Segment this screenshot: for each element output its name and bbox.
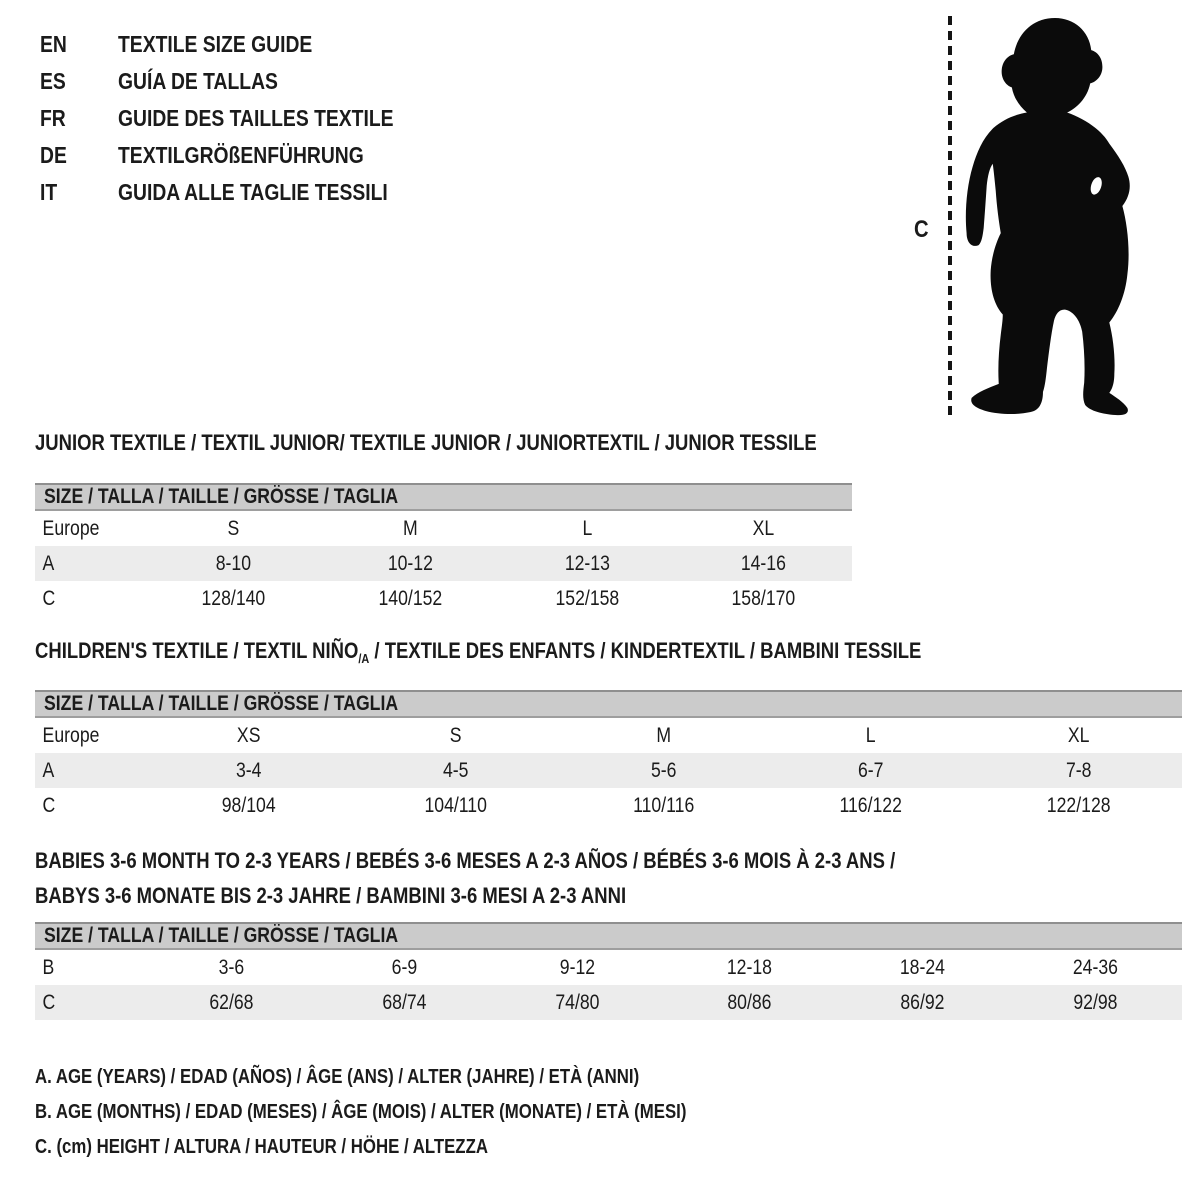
size-cell: L <box>581 516 592 540</box>
note-age-years: A. AGE (YEARS) / EDAD (AÑOS) / ÂGE (ANS) / ALTER (JAHRE) / ETÀ (ANNI) <box>35 1066 640 1088</box>
guide-title: TEXTILE SIZE GUIDE <box>118 31 313 57</box>
age-months-cell: 24-36 <box>1073 955 1119 979</box>
height-cell: 68/74 <box>382 990 427 1014</box>
language-title-block <box>40 26 446 211</box>
row-label: C <box>42 990 56 1014</box>
toddler-silhouette-icon <box>962 15 1134 422</box>
size-cell: L <box>865 723 876 747</box>
language-code: IT <box>40 179 58 205</box>
size-header-bar: SIZE / TALLA / TAILLE / GRÖSSE / TAGLIA <box>35 690 1182 718</box>
height-cell: 116/122 <box>839 793 903 817</box>
language-code: ES <box>40 68 66 94</box>
childrens-size-table <box>35 690 1182 823</box>
height-cell: 128/140 <box>201 586 266 610</box>
guide-title: GUIDA ALLE TAGLIE TESSILI <box>118 179 388 205</box>
guide-title: TEXTILGRÖßENFÜHRUNG <box>118 142 364 168</box>
table-row <box>35 718 1182 753</box>
table-row <box>35 985 1182 1020</box>
age-cell: 4-5 <box>443 758 469 782</box>
row-label: A <box>42 758 55 782</box>
table-row <box>35 753 1182 788</box>
language-row-it <box>40 174 446 211</box>
age-cell: 10-12 <box>387 551 433 575</box>
size-cell: M <box>656 723 671 747</box>
age-cell: 3-4 <box>235 758 262 782</box>
age-cell: 8-10 <box>215 551 252 575</box>
height-cell: 62/68 <box>209 990 254 1014</box>
age-months-cell: 3-6 <box>218 955 245 979</box>
row-label: C <box>42 586 56 610</box>
row-label: Europe <box>42 723 100 747</box>
age-cell: 12-13 <box>564 551 610 575</box>
junior-section-title: JUNIOR TEXTILE / TEXTIL JUNIOR/ TEXTILE JUNIOR / JUNIORTEXTIL / JUNIOR TESSILE <box>35 430 817 455</box>
height-dashed-line <box>948 16 952 416</box>
table-row <box>35 546 852 581</box>
table-row <box>35 581 852 616</box>
size-cell: S <box>450 723 462 747</box>
size-cell: M <box>402 516 418 540</box>
language-code: FR <box>40 105 66 131</box>
table-row <box>35 788 1182 823</box>
table-row <box>35 950 1182 985</box>
childrens-section-title: CHILDREN'S TEXTILE / TEXTIL $NIÑO_{/A}$ / TEXTILE DES ENFANTS / KINDERTEXTIL / BAMBINI TESSILE <box>35 638 922 666</box>
babies-section-title-line2: BABYS 3-6 MONATE BIS 2-3 JAHRE / BAMBINI 3-6 MESI A 2-3 ANNI <box>35 883 627 908</box>
size-cell: XS <box>236 723 261 747</box>
size-cell: XL <box>752 516 775 540</box>
age-cell: 5-6 <box>650 758 677 782</box>
age-months-cell: 9-12 <box>559 955 595 979</box>
row-label: Europe <box>42 516 100 540</box>
height-cell: 74/80 <box>554 990 600 1014</box>
age-months-cell: 12-18 <box>727 955 773 979</box>
height-cell: 110/116 <box>632 793 695 817</box>
babies-section-title-line1: BABIES 3-6 MONTH TO 2-3 YEARS / BEBÉS 3-6 MESES A 2-3 AÑOS / BÉBÉS 3-6 MOIS À 2-3 ANS / <box>35 848 896 873</box>
note-height-cm: C. (cm) HEIGHT / ALTURA / HAUTEUR / HÖHE / ALTEZZA <box>35 1136 488 1158</box>
height-cell: 86/92 <box>900 990 945 1014</box>
guide-title: GUÍA DE TALLAS <box>118 68 278 94</box>
height-cell: 104/110 <box>424 793 488 817</box>
age-cell: 6-7 <box>858 758 884 782</box>
note-age-months: B. AGE (MONTHS) / EDAD (MESES) / ÂGE (MOIS) / ALTER (MONATE) / ETÀ (MESI) <box>35 1101 687 1123</box>
language-row-es <box>40 63 446 100</box>
height-measure-label: C <box>914 216 929 243</box>
height-cell: 158/170 <box>731 586 796 610</box>
age-months-cell: 18-24 <box>900 955 946 979</box>
age-months-cell: 6-9 <box>391 955 417 979</box>
age-cell: 7-8 <box>1065 758 1092 782</box>
language-code: EN <box>40 31 67 57</box>
row-label: A <box>42 551 55 575</box>
size-cell: XL <box>1067 723 1090 747</box>
size-cell: S <box>227 516 240 540</box>
size-header-bar: SIZE / TALLA / TAILLE / GRÖSSE / TAGLIA <box>35 922 1182 950</box>
height-cell: 98/104 <box>221 793 276 817</box>
height-cell: 122/128 <box>1046 793 1111 817</box>
table-row <box>35 511 852 546</box>
height-cell: 140/152 <box>378 586 443 610</box>
height-cell: 92/98 <box>1073 990 1118 1014</box>
language-code: DE <box>40 142 67 168</box>
language-row-de <box>40 137 446 174</box>
legend-notes <box>35 1060 811 1165</box>
nino-a-subscript: /A <box>358 651 370 666</box>
junior-size-table <box>35 483 852 616</box>
height-cell: 152/158 <box>554 586 619 610</box>
language-row-fr <box>40 100 446 137</box>
guide-title: GUIDE DES TAILLES TEXTILE <box>118 105 394 131</box>
row-label: B <box>42 955 55 979</box>
row-label: C <box>42 793 56 817</box>
size-header-bar: SIZE / TALLA / TAILLE / GRÖSSE / TAGLIA <box>35 483 852 511</box>
height-cell: 80/86 <box>727 990 772 1014</box>
language-row-en <box>40 26 446 63</box>
babies-size-table <box>35 922 1182 1020</box>
age-cell: 14-16 <box>741 551 787 575</box>
